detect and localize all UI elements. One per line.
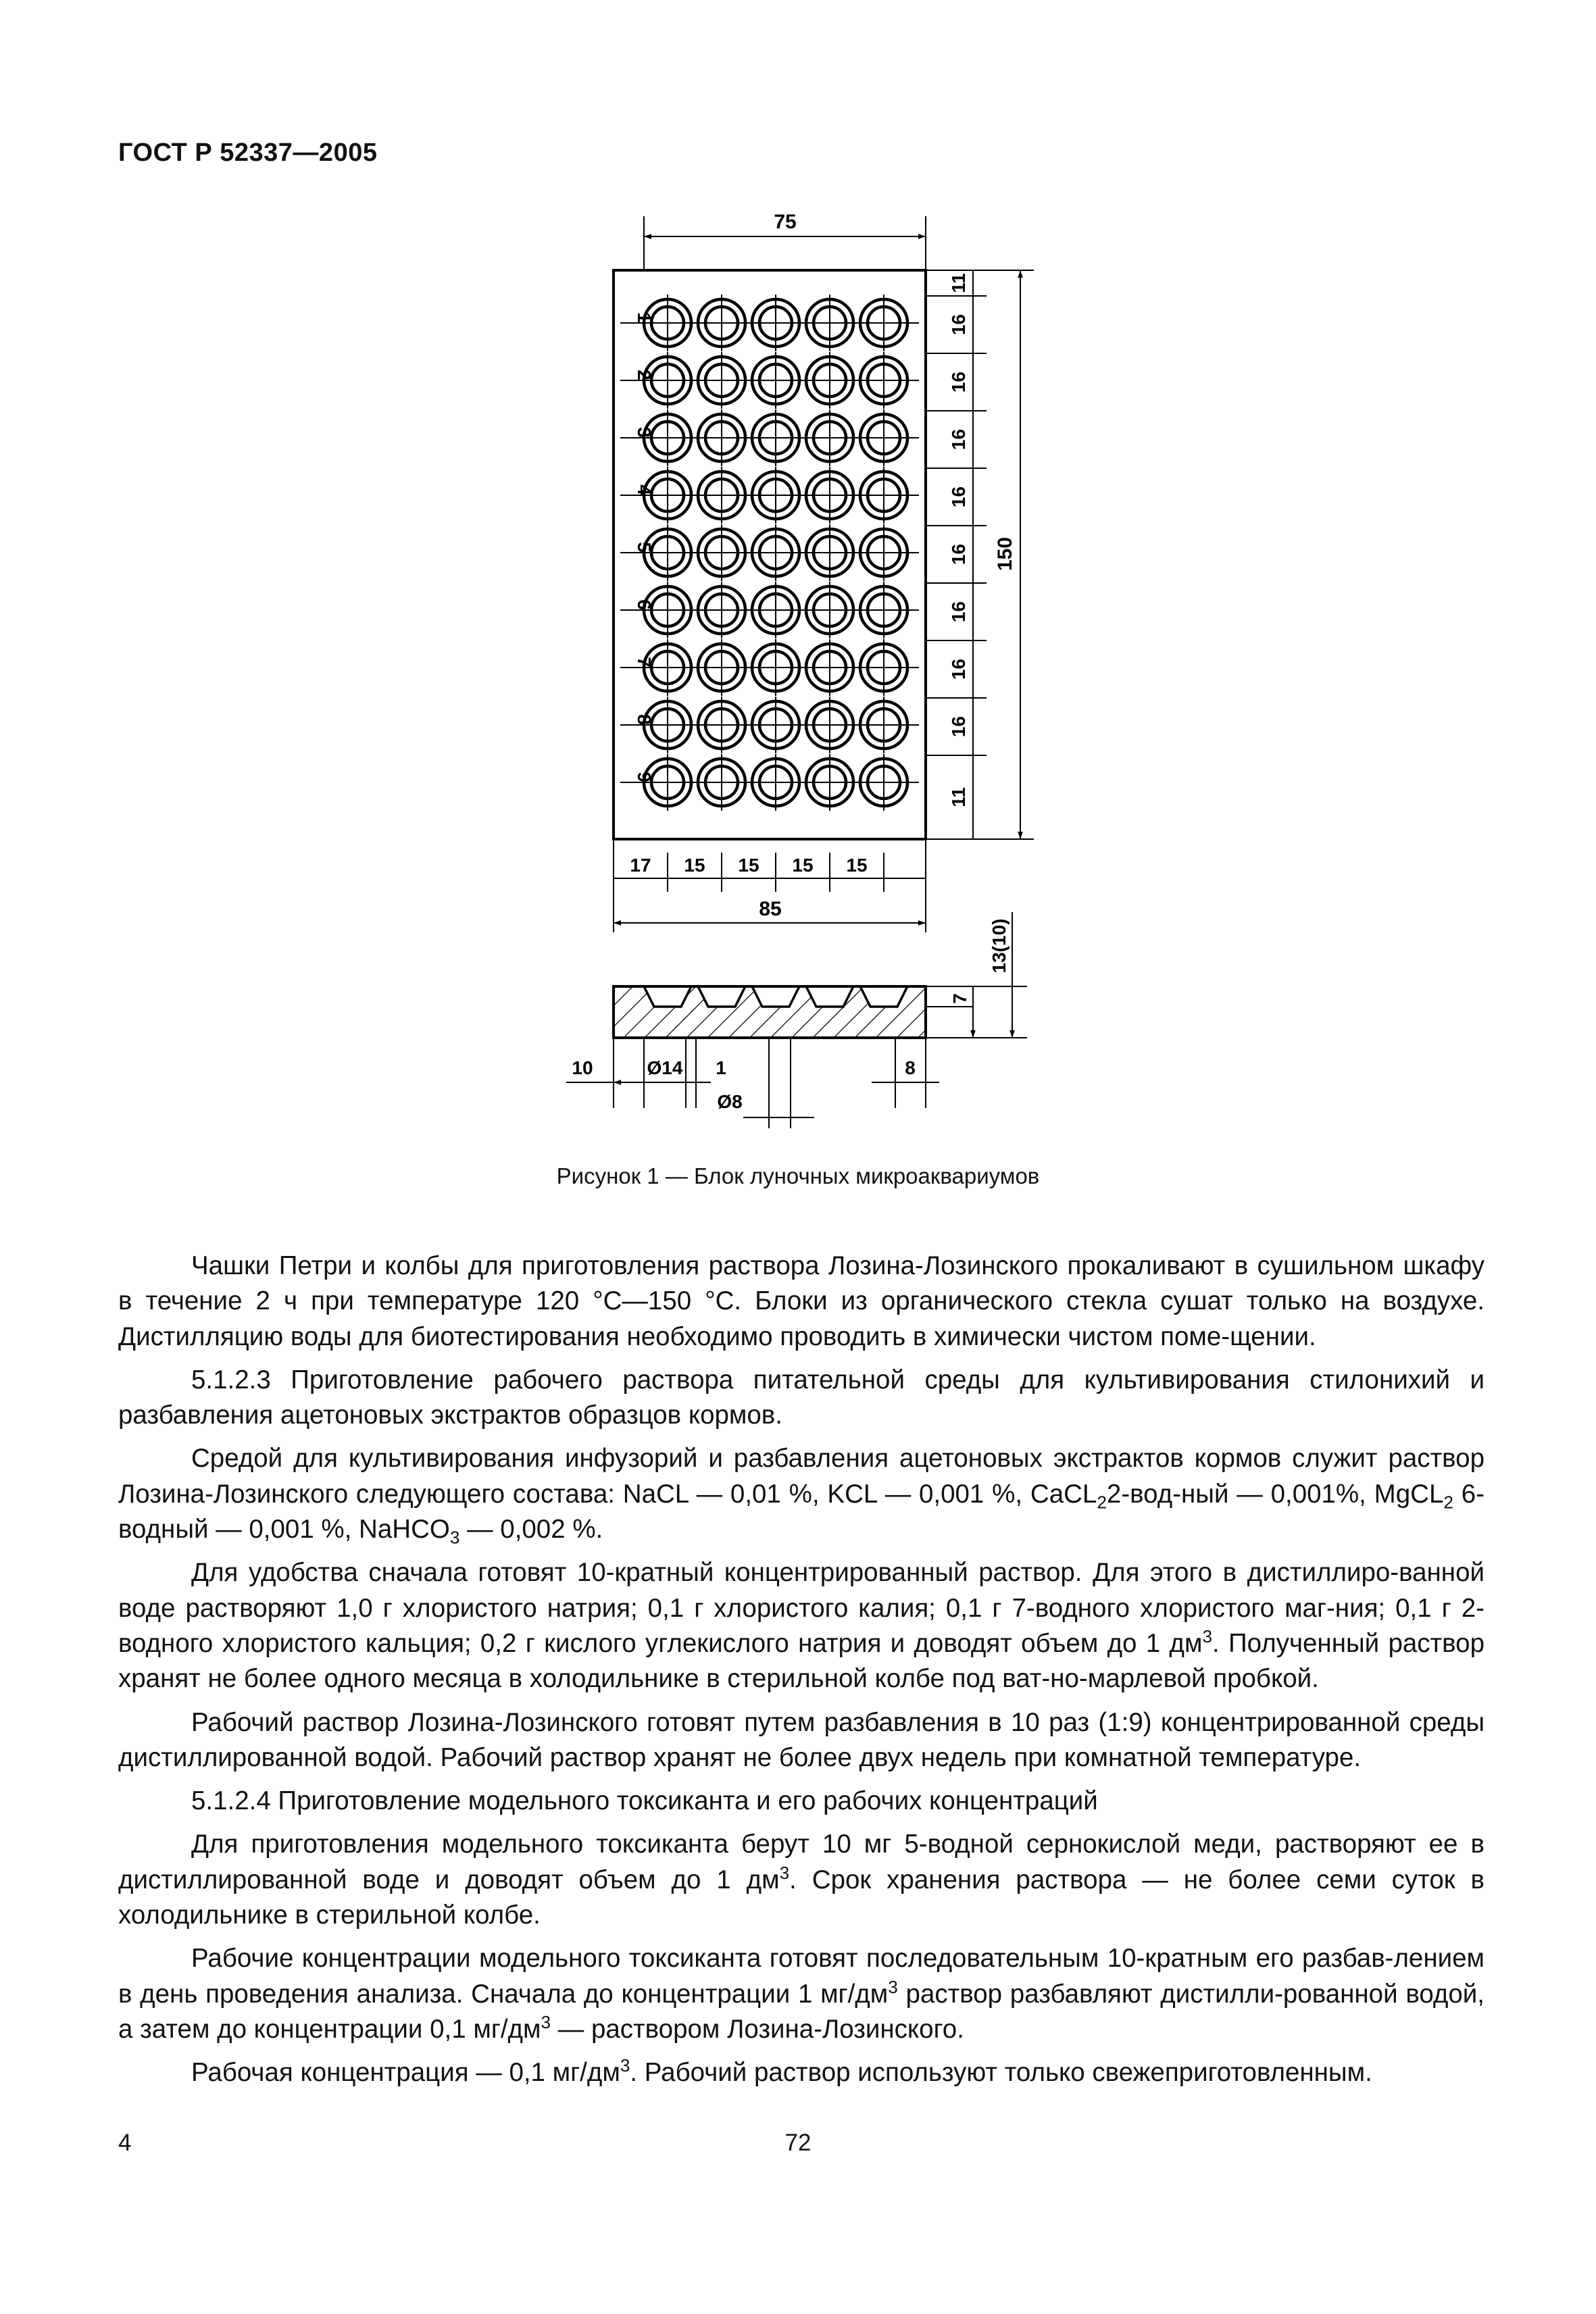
dim-well-depth: 7 (949, 993, 970, 1004)
row-label: 4 (634, 484, 655, 495)
text-run: 3 (888, 1976, 898, 1997)
column-dimension-label: 15 (792, 855, 814, 876)
row-dimension-label: 16 (948, 715, 969, 738)
paragraph (118, 1249, 1485, 1355)
row-dimension-label: 16 (948, 543, 969, 565)
row-dimension-label: 16 (948, 428, 969, 451)
column-dimension-label: 15 (738, 855, 759, 876)
text-run: Для приготовления модельного токсиканта берут 10 мг 5-водной сернокислой меди, растворяют ее в дистиллированной воде и доводят объем до 1 дм (118, 1830, 1485, 1894)
text-run: раствор разбавляют дистилли-рованной водой, а затем до концентрации 0,1 мг/дм (118, 1979, 1485, 2044)
paragraph (118, 1941, 1485, 2047)
dim-gap: 1 (716, 1057, 726, 1078)
column-dimension-label: 17 (630, 855, 651, 876)
text-run: Рабочая концентрация — 0,1 мг/дм (191, 2058, 620, 2088)
column-dimension-chain (614, 853, 884, 892)
text-run: 3 (620, 2055, 630, 2076)
text-run: Чашки Петри и колбы для приготовления раствора Лозина-Лозинского прокаливают в сушильном шкафу в течение 2 ч при температуре 120 °С—150 °С. Блоки из органического стекла сушат только на воздухе. Дистилляцию воды для биотестирования необходимо проводить в химически чистом поме-щении. (118, 1251, 1485, 1351)
paragraph (118, 1784, 1485, 1819)
text-run: Рабочие концентрации модельного токсиканта готовят последовательным 10-кратным его разбав-лением в день проведения анализа. Сначала до концентрации 1 мг/дм (118, 1944, 1485, 2009)
paragraph (118, 1705, 1485, 1776)
row-label: 5 (634, 542, 655, 553)
paragraph (118, 2055, 1485, 2090)
row-label: 1 (634, 312, 655, 323)
document-code: ГОСТ Р 52337—2005 (118, 139, 378, 167)
figure-caption: Рисунок 1 — Блок луночных микроаквариумов (556, 1163, 1040, 1188)
row-dimension-chain (926, 270, 987, 839)
text-run: 5.1.2.3 Приготовление рабочего раствора питательной среды для культивирования стилонихий и разбавления ацетоновых экстрактов образцов кормов. (118, 1365, 1485, 1430)
row-label: 7 (634, 657, 655, 668)
text-run: 3 (449, 1527, 460, 1548)
row-label: 8 (634, 714, 655, 725)
row-label: 9 (634, 772, 655, 782)
paragraph (118, 1555, 1485, 1696)
row-label: 6 (634, 599, 655, 610)
row-label: 3 (634, 427, 655, 438)
text-run: — раствором Лозина-Лозинского. (551, 2014, 964, 2044)
row-dimension-label: 16 (948, 486, 969, 508)
row-dimension-label: 16 (948, 371, 969, 393)
dim-right-offset: 8 (905, 1057, 916, 1078)
dim-total-width: 85 (759, 898, 782, 920)
paragraph (118, 1441, 1485, 1547)
row-dimension-label: 11 (948, 787, 969, 807)
plate-outline (614, 270, 926, 839)
text-run: 3 (779, 1862, 790, 1883)
row-dimension-label: 11 (948, 273, 969, 293)
text-run: 5.1.2.4 Приготовление модельного токсиканта и его рабочих концентраций (191, 1786, 1098, 1816)
row-label: 2 (634, 370, 655, 380)
paragraph (118, 1827, 1485, 1933)
dim-top-width: 75 (774, 211, 797, 233)
section-view (614, 986, 926, 1038)
text-run: . Срок хранения раствора — не более семи суток в холодильнике в стерильной колбе. (118, 1865, 1485, 1930)
dim-left-offset: 10 (572, 1057, 593, 1078)
column-dimension-label: 15 (846, 855, 868, 876)
body-text (118, 1249, 1485, 2091)
row-dimension-label: 16 (948, 313, 969, 336)
text-run: 3 (1202, 1626, 1212, 1647)
text-run: 6-водный — 0,001 %, NaHCO (118, 1479, 1485, 1544)
page-number-sheet: 72 (784, 2130, 812, 2156)
wells-grid (620, 295, 919, 811)
text-run: Рабочий раствор Лозина-Лозинского готовят путем разбавления в 10 раз (1:9) концентрированной среды дистиллированной водой. Рабочий раствор хранят не более двух недель при комнатной температуре. (118, 1707, 1485, 1772)
text-run: . Рабочий раствор используют только свежеприготовленным. (630, 2058, 1372, 2088)
text-run: — 0,002 %. (459, 1515, 603, 1544)
dim-block-height: 13(10) (989, 918, 1009, 974)
page-number-local: 4 (118, 2130, 132, 2156)
row-dimension-label: 16 (948, 658, 969, 680)
dim-inner-diameter: Ø8 (717, 1091, 743, 1112)
microaquarium-block-drawing (0, 0, 1596, 1149)
dim-outer-diameter: Ø14 (647, 1057, 683, 1078)
text-run: 2 (1443, 1492, 1453, 1513)
text-run: 2 (1097, 1492, 1107, 1513)
text-run: 3 (541, 2012, 551, 2033)
dim-total-height: 150 (994, 536, 1016, 572)
text-run: 2-вод-ный — 0,001%, MgCL (1106, 1479, 1444, 1509)
text-run: Средой для культивирования инфузорий и разбавления ацетоновых экстрактов кормов служит раствор Лозина-Лозинского следующего состава: NaCL — 0,01 %, KCL — 0,001 %, CaCL (118, 1444, 1485, 1509)
row-dimension-label: 16 (948, 601, 969, 623)
column-dimension-label: 15 (684, 855, 705, 876)
section-hatching (614, 986, 926, 1038)
text-run: Для удобства сначала готовят 10-кратный концентрированный раствор. Для этого в дистиллиро-ванной воде растворяют 1,0 г хлористого натрия; 0,1 г хлористого калия; 0,1 г 7-водного хлористого маг-ния; 0,1 г 2-водного хлористого кальция; 0,2 г кислого углекислого натрия и доводят объем до 1 дм (118, 1558, 1485, 1658)
text-run: . Полученный раствор хранят не более одного месяца в холодильнике в стерильной колбе под ват-но-марлевой пробкой. (118, 1628, 1485, 1694)
paragraph (118, 1363, 1485, 1434)
